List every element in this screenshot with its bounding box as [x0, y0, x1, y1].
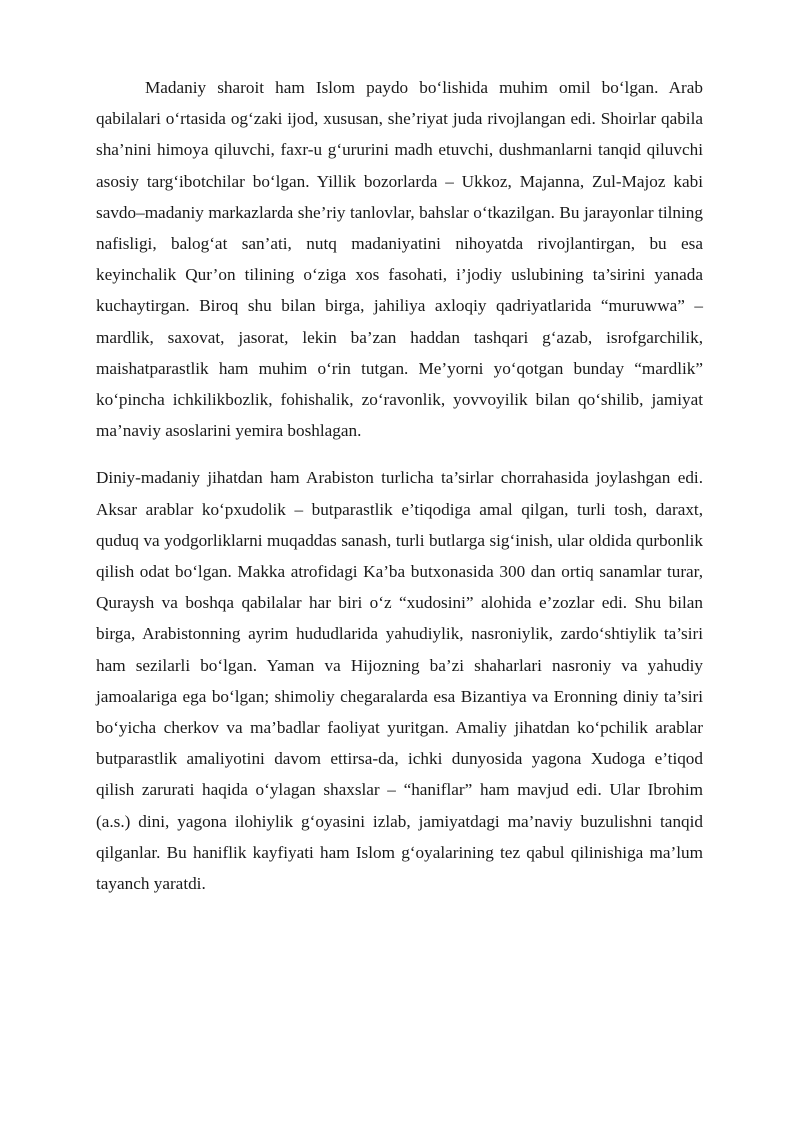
paragraph-1: Madaniy sharoit ham Islom paydo bo‘lishida muhim omil bo‘lgan. Arab qabilalari o‘rtasida og‘zaki ijod, xususan, she’riyat juda rivojlangan edi. Shoirlar qabila sha’nini himoya qiluvchi, faxr-u g‘ururini madh etuvchi, dushmanlarni tanqid qiluvchi asosiy targ‘ibotchilar bo‘lgan. Yillik bozorlarda – Ukkoz, Majanna, Zul-Majoz kabi savdo–madaniy markazlarda she’riy tanlovlar, bahslar o‘tkazilgan. Bu jarayonlar tilning nafisligi, balog‘at san’ati, nutq madaniyatini nihoyatda rivojlantirgan, bu esa keyinchalik Qur’on tilining o‘ziga xos fasohati, i’jodiy uslubining ta’sirini yanada kuchaytirgan. Biroq shu bilan birga, jahiliya axloqiy qadriyatlarida “muruwwa” – mardlik, saxovat, jasorat, lekin ba’zan haddan tashqari g‘azab, isrofgarchilik, maishatparastlik ham muhim o‘rin tutgan. Me’yorni yo‘qotgan bunday “mardlik” ko‘pincha ichkilikbozlik, fohishalik, zo‘ravonlik, yovvoyilik bilan qo‘shilib, jamiyat ma’naviy asoslarini yemira boshlagan. [96, 78, 703, 441]
paragraph-2: Diniy-madaniy jihatdan ham Arabiston turlicha ta’sirlar chorrahasida joylashgan edi. Aksar arablar ko‘pxudolik – butparastlik e’tiqodiga amal qilgan, turli tosh, daraxt, quduq va yodgorliklarni muqaddas sanash, turli butlarga sig‘inish, ular oldida qurbonlik qilish odat bo‘lgan. Makka atrofidagi Ka’ba butxonasida 300 dan ortiq sanamlar turar, Quraysh va boshqa qabilalar har biri o‘z “xudosini” alohida e’zozlar edi. Shu bilan birga, Arabistonning ayrim hududlarida yahudiylik, nasroniylik, zardo‘shtiylik ta’siri ham sezilarli bo‘lgan. Yaman va Hijozning ba’zi shaharlari nasroniy va yahudiy jamoalariga ega bo‘lgan; shimoliy chegaralarda esa Bizantiya va Eronning diniy ta’siri bo‘yicha cherkov va ma’badlar faoliyat yuritgan. Amaliy jihatdan ko‘pchilik arablar butparastlik amaliyotini davom ettirsa-da, ichki dunyosida yagona Xudoga e’tiqod qilish zarurati haqida o‘ylagan shaxslar – “haniflar” ham mavjud edi. Ular Ibrohim (a.s.) dini, yagona ilohiylik g‘oyasini izlab, jamiyatdagi ma’naviy buzulishni tanqid qilganlar. Bu haniflik kayfiyati ham Islom g‘oyalarining tez qabul qilinishiga ma’lum tayanch yaratdi. [96, 468, 703, 894]
document-body [96, 72, 703, 899]
